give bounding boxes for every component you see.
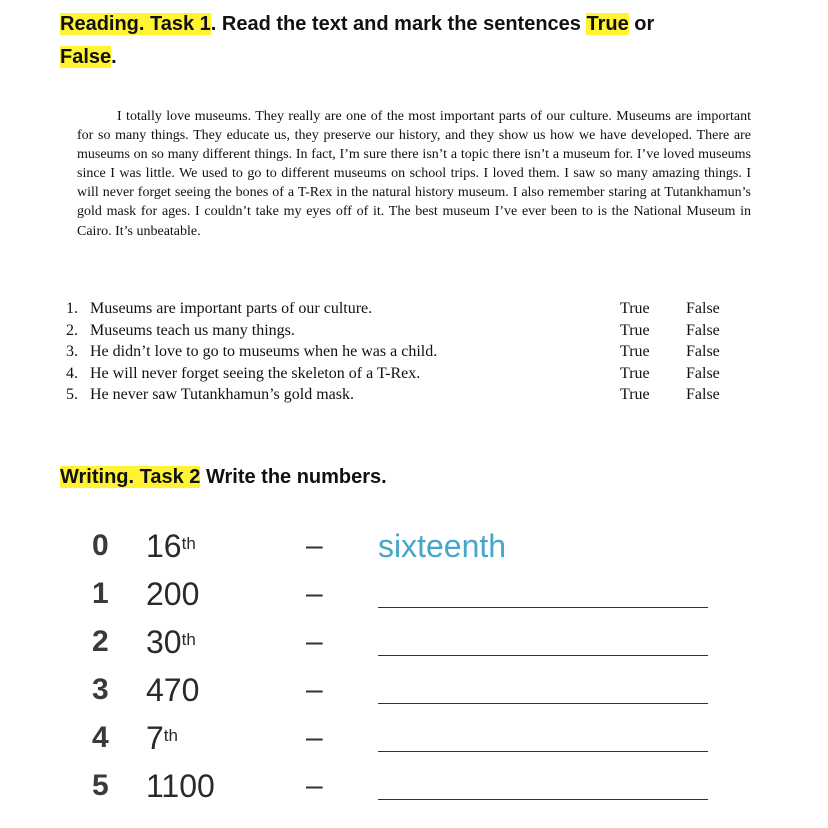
task1-instruction: . Read the text and mark the sentences: [210, 13, 587, 35]
row-index: 4: [92, 721, 109, 754]
number-row: [0, 670, 828, 718]
question-text: He didn’t love to go to museums when he was a child.: [90, 343, 438, 360]
row-index: 3: [92, 673, 109, 706]
task1-heading: [60, 8, 780, 74]
number-row: [0, 718, 828, 766]
question-list: [66, 298, 746, 406]
false-option[interactable]: False: [686, 343, 720, 360]
false-option[interactable]: False: [686, 386, 720, 403]
question-text: He never saw Tutankhamun’s gold mask.: [90, 386, 354, 403]
true-word: True: [586, 13, 629, 35]
row-index: 1: [92, 577, 109, 610]
question-text: He will never forget seeing the skeleton of a T-Rex.: [90, 364, 421, 382]
ordinal-suffix: th: [163, 726, 178, 745]
task2-label: Writing. Task 2: [60, 466, 201, 488]
number-value: 200: [146, 576, 200, 612]
question-row: [66, 363, 746, 385]
number-row: [0, 526, 828, 574]
question-row: [66, 320, 746, 342]
number-row: [0, 622, 828, 670]
number-row: [0, 766, 828, 814]
false-option[interactable]: False: [686, 321, 720, 339]
number-value: 470: [146, 672, 200, 708]
task1-label: Reading. Task 1: [60, 13, 211, 35]
false-option[interactable]: False: [686, 300, 720, 317]
task2-heading: [60, 462, 387, 492]
ordinal-suffix: th: [181, 534, 196, 553]
row-index: 2: [92, 625, 109, 658]
answer-blank-line[interactable]: [378, 607, 708, 608]
number-value: 16th: [146, 528, 196, 564]
true-option[interactable]: True: [620, 386, 650, 403]
question-number: 1.: [66, 300, 78, 317]
number-row: [0, 574, 828, 622]
question-number: 4.: [66, 364, 78, 382]
true-option[interactable]: True: [620, 364, 650, 382]
answer-blank-line[interactable]: [378, 799, 708, 800]
answer-blank-line[interactable]: [378, 655, 708, 656]
answer-text: sixteenth: [378, 528, 507, 564]
or-word: or: [628, 13, 655, 35]
false-option[interactable]: False: [686, 364, 720, 382]
question-text: Museums teach us many things.: [90, 321, 295, 339]
row-index: 5: [92, 769, 109, 802]
answer-blank-line[interactable]: [378, 751, 708, 752]
question-row: [66, 298, 746, 320]
question-number: 5.: [66, 386, 78, 403]
true-option[interactable]: True: [620, 343, 650, 360]
number-value: 7th: [146, 720, 178, 756]
question-row: [66, 384, 746, 406]
dash: –: [306, 721, 323, 754]
question-text: Museums are important parts of our culture.: [90, 300, 373, 317]
true-option[interactable]: True: [620, 321, 650, 339]
task2-instruction: Write the numbers.: [200, 466, 387, 488]
row-index: 0: [92, 529, 109, 562]
dash: –: [306, 769, 323, 802]
answer-blank-line[interactable]: [378, 703, 708, 704]
true-option[interactable]: True: [620, 300, 650, 317]
dash: –: [306, 673, 323, 706]
number-value: 30th: [146, 624, 196, 660]
dash: –: [306, 625, 323, 658]
false-word: False: [60, 46, 112, 68]
question-number: 3.: [66, 343, 78, 360]
question-number: 2.: [66, 321, 78, 339]
reading-passage: I totally love museums. They really are one of the most important parts of our culture. Museums are important for so many things. They educate us, they preserve our history, and they show us how we have developed. There are museums on so many different things. In fact, I’m sure there isn’t a topic there isn’t a museum for. I’ve loved museums since I was little. We used to go to different museums on school trips. I loved them. I saw so many amazing things. I will never forget seeing the bones of a T-Rex in the natural history museum. I also remember staring at Tutankhamun’s gold mask for ages. I couldn’t take my eyes off of it. The best museum I’ve ever been to is the National Museum in Cairo. It’s unbeatable.: [77, 109, 751, 239]
ordinal-suffix: th: [181, 630, 196, 649]
question-row: [66, 341, 746, 363]
dash: –: [306, 529, 323, 562]
number-value: 1100: [146, 768, 215, 804]
heading-period: .: [111, 46, 117, 68]
dash: –: [306, 577, 323, 610]
